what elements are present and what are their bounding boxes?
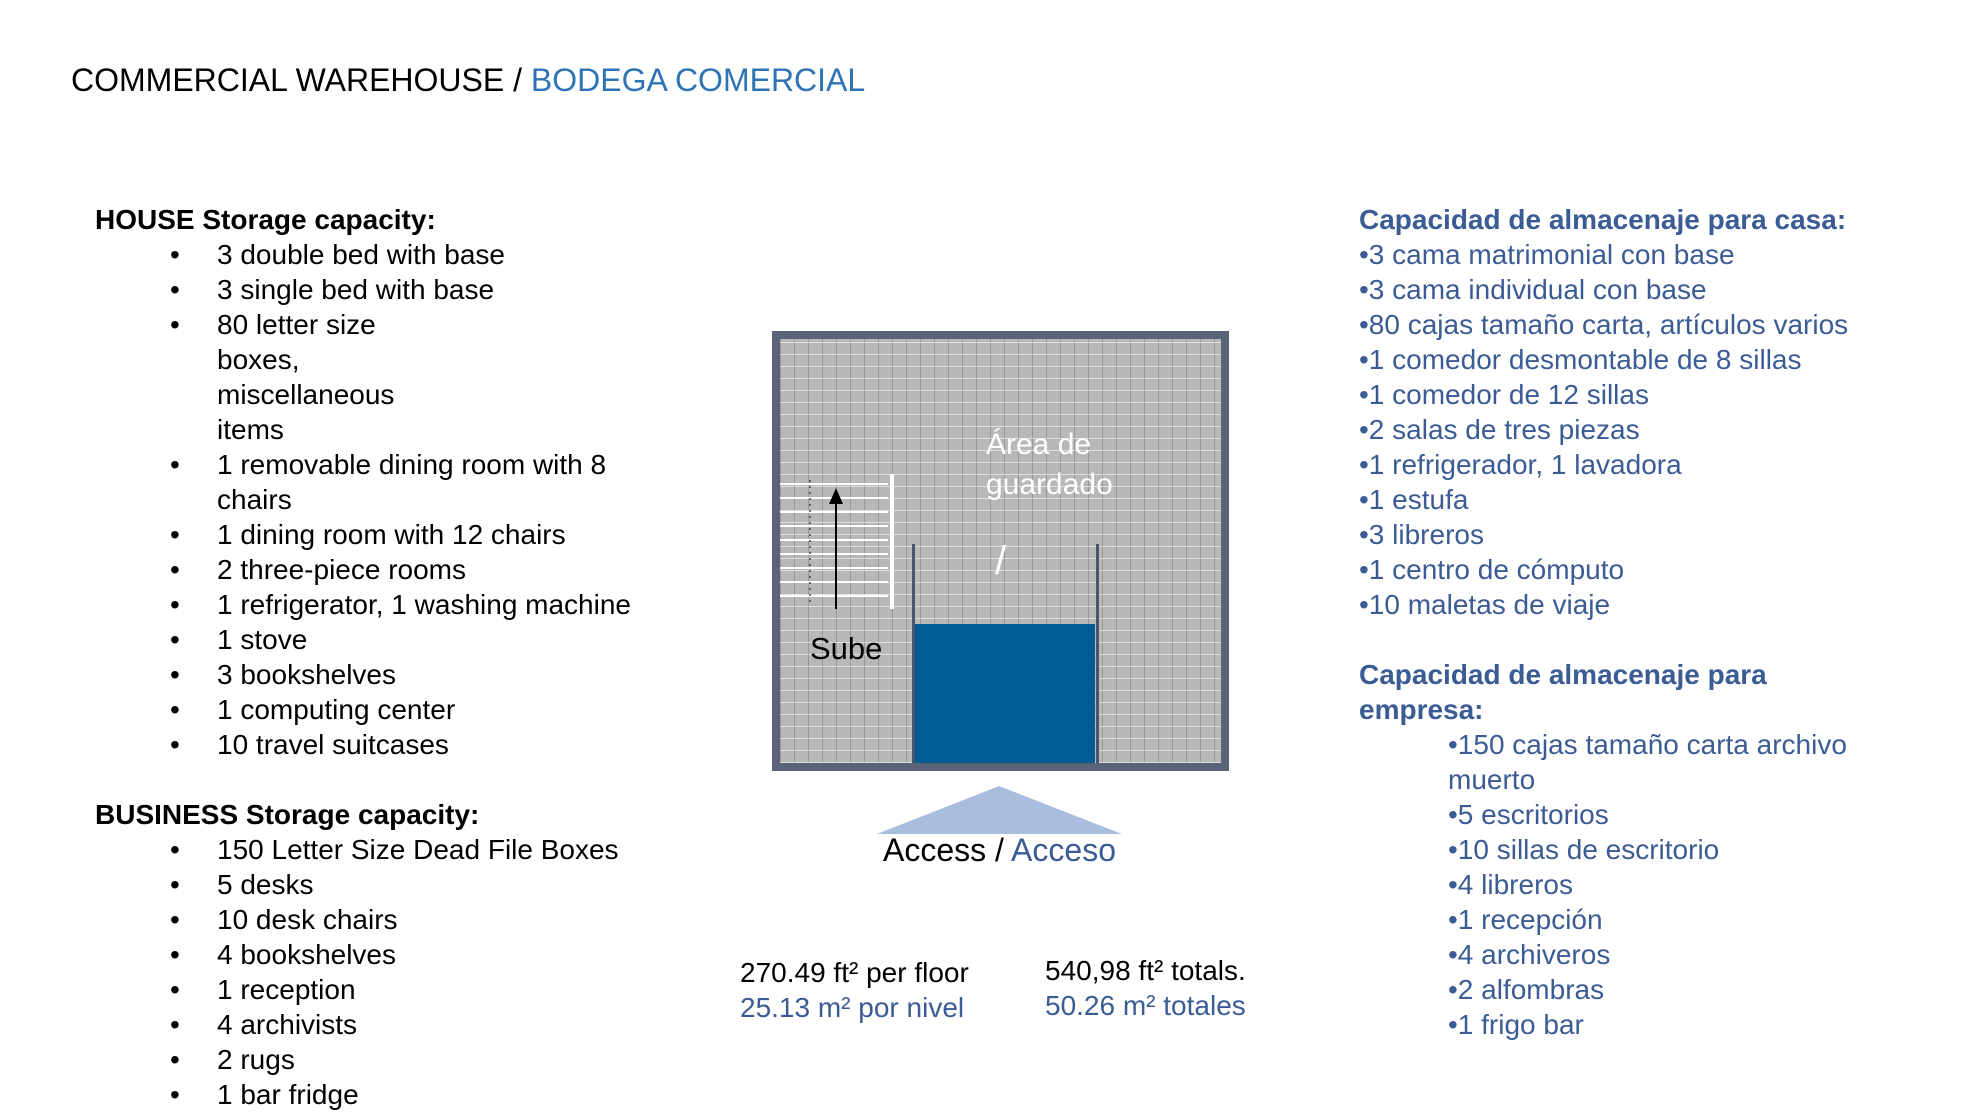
access-arrow-icon bbox=[877, 786, 1122, 834]
empresa-heading: Capacidad de almacenaje para empresa: bbox=[1359, 659, 1767, 725]
spanish-capacity-lists bbox=[1359, 202, 1959, 1042]
storage-area-slash: / bbox=[995, 539, 1007, 583]
stairs-label: Sube bbox=[810, 631, 883, 666]
list-item: •2 salas de tres piezas bbox=[1359, 414, 1640, 445]
list-item: •2 alfombras bbox=[1448, 974, 1605, 1005]
list-item: • 1 reception bbox=[95, 972, 695, 1007]
area-per-floor bbox=[740, 955, 969, 1025]
casa-list bbox=[1359, 237, 1959, 622]
list-item: •1 centro de cómputo bbox=[1359, 554, 1625, 585]
list-item: • 80 letter size boxes, miscellaneous items bbox=[95, 307, 447, 447]
list-item: •1 estufa bbox=[1359, 484, 1469, 515]
list-item: • 4 bookshelves bbox=[95, 937, 695, 972]
list-item: •1 recepción bbox=[1448, 904, 1603, 935]
area-per-floor-ft: 270.49 ft² per floor bbox=[740, 957, 969, 988]
area-total-m: 50.26 m² totales bbox=[1045, 990, 1246, 1021]
roll-up-door bbox=[915, 624, 1095, 771]
page-title bbox=[71, 58, 865, 102]
house-heading: HOUSE Storage capacity: bbox=[95, 204, 436, 235]
list-item: •3 libreros bbox=[1359, 519, 1484, 550]
access-english: Access bbox=[883, 832, 987, 868]
storage-area-label: Área de guardado bbox=[986, 428, 1113, 501]
list-item: •10 maletas de viaje bbox=[1359, 589, 1611, 620]
casa-heading: Capacidad de almacenaje para casa: bbox=[1359, 204, 1847, 235]
access-separator: / bbox=[986, 832, 1012, 868]
english-capacity-lists bbox=[95, 202, 695, 1112]
list-item: •3 cama individual con base bbox=[1359, 274, 1707, 305]
list-item: •10 sillas de escritorio bbox=[1448, 834, 1720, 865]
title-english: COMMERCIAL WAREHOUSE bbox=[71, 62, 505, 98]
list-item: • 1 stove bbox=[95, 622, 695, 657]
list-item: •1 refrigerador, 1 lavadora bbox=[1359, 449, 1682, 480]
empresa-list bbox=[1448, 727, 1959, 1042]
house-list bbox=[95, 237, 695, 762]
list-item: •80 cajas tamaño carta, artículos varios bbox=[1359, 309, 1849, 340]
floor-plan bbox=[772, 331, 1229, 771]
access-spanish: Acceso bbox=[1011, 832, 1116, 868]
list-item: • 150 Letter Size Dead File Boxes bbox=[95, 832, 695, 867]
title-separator: / bbox=[504, 62, 531, 98]
business-list bbox=[95, 832, 695, 1112]
list-item: •150 cajas tamaño carta archivo muerto bbox=[1448, 729, 1847, 795]
area-per-floor-m: 25.13 m² por nivel bbox=[740, 992, 965, 1023]
list-item: •1 comedor de 12 sillas bbox=[1359, 379, 1649, 410]
list-item: • 10 desk chairs bbox=[95, 902, 695, 937]
door-rail-right bbox=[1096, 544, 1099, 771]
stairs-icon bbox=[780, 474, 900, 614]
list-item: • 1 computing center bbox=[95, 692, 695, 727]
list-item: •4 archiveros bbox=[1448, 939, 1611, 970]
list-item: • 2 rugs bbox=[95, 1042, 695, 1077]
list-item: •1 frigo bar bbox=[1448, 1009, 1584, 1040]
list-item: • 4 archivists bbox=[95, 1007, 695, 1042]
list-item: • 3 bookshelves bbox=[95, 657, 695, 692]
area-total bbox=[1045, 953, 1246, 1023]
area-total-ft: 540,98 ft² totals. bbox=[1045, 955, 1246, 986]
list-item: • 1 dining room with 12 chairs bbox=[95, 517, 695, 552]
list-item: •4 libreros bbox=[1448, 869, 1573, 900]
list-item: • 10 travel suitcases bbox=[95, 727, 695, 762]
list-item: • 5 desks bbox=[95, 867, 695, 902]
list-item: • 3 double bed with base bbox=[95, 237, 695, 272]
list-item: •5 escritorios bbox=[1448, 799, 1609, 830]
list-item: •1 comedor desmontable de 8 sillas bbox=[1359, 344, 1802, 375]
business-heading: BUSINESS Storage capacity: bbox=[95, 799, 480, 830]
list-item: • 1 bar fridge bbox=[95, 1077, 695, 1112]
list-item: • 2 three-piece rooms bbox=[95, 552, 695, 587]
list-item: • 1 removable dining room with 8 chairs bbox=[95, 447, 637, 517]
access-label bbox=[877, 828, 1122, 872]
title-spanish: BODEGA COMERCIAL bbox=[530, 62, 866, 98]
list-item: • 1 refrigerator, 1 washing machine bbox=[95, 587, 695, 622]
list-item: • 3 single bed with base bbox=[95, 272, 695, 307]
list-item: •3 cama matrimonial con base bbox=[1359, 239, 1735, 270]
